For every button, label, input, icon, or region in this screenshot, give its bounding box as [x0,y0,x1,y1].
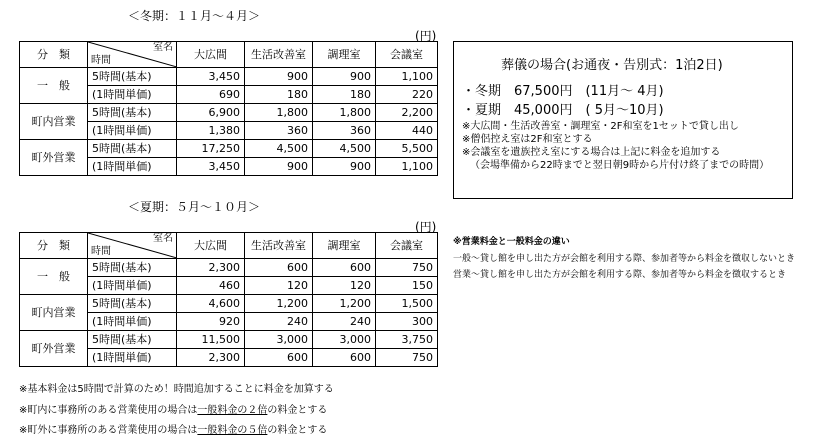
summer-room-header: 調理室 [313,233,376,259]
row-label: 5時間(基本) [88,140,177,158]
fee-cell: 1,500 [376,295,438,313]
winter-corner-room: 室名 [153,42,173,53]
table-row [20,140,438,158]
row-label: (1時間単価) [88,313,177,331]
winter-corner-time: 時間 [91,55,111,66]
table-row [20,259,438,277]
fee-cell: 900 [313,158,376,176]
fee-cell: 1,800 [245,104,313,122]
summer-group-town-business: 町内営業 [20,295,88,331]
fee-cell: 900 [245,68,313,86]
fee-cell: 4,600 [177,295,245,313]
summer-room-header: 大広間 [177,233,245,259]
fee-cell: 600 [245,259,313,277]
fee-cell: 120 [313,277,376,295]
summer-room-header: 生活改善室 [245,233,313,259]
fee-cell: 11,500 [177,331,245,349]
winter-unit-label: (円) [415,29,437,43]
fee-cell: 2,300 [177,259,245,277]
fee-cell: 600 [313,349,376,367]
summer-group-general: 一 般 [20,259,88,295]
row-label: 5時間(基本) [88,104,177,122]
summer-category-header: 分 類 [20,233,88,259]
funeral-note: ※大広間・生活改善室・調理室・2F和室を1セットで貸し出し [462,121,739,132]
fee-cell: 4,500 [245,140,313,158]
fee-cell: 180 [245,86,313,104]
fee-cell: 750 [376,349,438,367]
fee-cell: 1,200 [313,295,376,313]
fee-cell: 220 [376,86,438,104]
footnote-basic-fee: ※基本料金は5時間で計算のため！時間追加することに料金を加算する [19,384,334,395]
footnote-outside-business [19,421,327,436]
footnote-text: の料金とする [267,405,328,416]
row-label: 5時間(基本) [88,68,177,86]
funeral-summer-price: ・夏期 45,000円 ( 5月～10月) [462,103,664,118]
fee-cell: 4,500 [313,140,376,158]
summer-unit-label: (円) [415,220,437,234]
fee-cell: 3,450 [177,158,245,176]
summer-corner-time: 時間 [91,246,111,257]
footnote-emphasis: 一般料金の２倍 [197,405,268,416]
table-row [20,68,438,86]
funeral-note: ※会議室を遺族控え室にする場合は上記に料金を追加する [462,147,721,158]
winter-group-general: 一 般 [20,68,88,104]
summer-group-outside-business: 町外営業 [20,331,88,367]
summer-fee-table [19,232,438,367]
winter-category-header: 分 類 [20,42,88,68]
fee-cell: 600 [313,259,376,277]
fee-cell: 900 [245,158,313,176]
summer-room-header: 会議室 [376,233,438,259]
row-label: (1時間単価) [88,122,177,140]
fee-cell: 360 [313,122,376,140]
fee-cell: 5,500 [376,140,438,158]
business-note-line: 一般～貸し館を申し出た方が会館を利用する際、参加者等から料金を徴収しないとき [453,254,796,264]
fee-cell: 690 [177,86,245,104]
footnote-text: の料金とする [267,425,328,436]
table-row [20,295,438,313]
table-row [20,104,438,122]
fee-cell: 900 [313,68,376,86]
footnote-emphasis: 一般料金の５倍 [197,425,268,436]
table-row [20,331,438,349]
fee-cell: 1,380 [177,122,245,140]
fee-cell: 460 [177,277,245,295]
footnote-text: ※町外に事務所のある営業使用の場合は [19,425,198,436]
fee-cell: 3,000 [245,331,313,349]
row-label: (1時間単価) [88,349,177,367]
row-label: 5時間(基本) [88,259,177,277]
summer-corner-room: 室名 [153,233,173,244]
funeral-note: ※僧侶控え室は2F和室とする [462,134,593,145]
fee-cell: 240 [245,313,313,331]
summer-header-row [20,233,438,259]
winter-corner-header [88,42,177,68]
footnote-town-business [19,401,327,416]
fee-cell: 6,900 [177,104,245,122]
fee-cell: 300 [376,313,438,331]
fee-cell: 17,250 [177,140,245,158]
fee-cell: 440 [376,122,438,140]
winter-room-header: 会議室 [376,42,438,68]
row-label: 5時間(基本) [88,331,177,349]
winter-room-header: 調理室 [313,42,376,68]
funeral-winter-price: ・冬期 67,500円 (11月～ 4月) [462,84,664,99]
fee-cell: 3,450 [177,68,245,86]
fee-cell: 2,200 [376,104,438,122]
fee-cell: 120 [245,277,313,295]
winter-room-header: 生活改善室 [245,42,313,68]
fee-cell: 180 [313,86,376,104]
fee-cell: 2,300 [177,349,245,367]
winter-header-row [20,42,438,68]
fee-cell: 1,800 [313,104,376,122]
fee-cell: 3,750 [376,331,438,349]
funeral-note: （会場準備から22時までと翌日朝9時から片付け終了までの時間） [470,160,770,171]
row-label: (1時間単価) [88,277,177,295]
row-label: 5時間(基本) [88,295,177,313]
winter-season-title: ＜冬期：１１月～４月＞ [128,9,261,23]
summer-corner-header [88,233,177,259]
fee-cell: 150 [376,277,438,295]
winter-group-outside-business: 町外営業 [20,140,88,176]
row-label: (1時間単価) [88,86,177,104]
footnote-text: ※町内に事務所のある営業使用の場合は [19,405,198,416]
business-note-title: ※営業料金と一般料金の違い [453,237,570,247]
fee-cell: 920 [177,313,245,331]
fee-cell: 360 [245,122,313,140]
fee-cell: 750 [376,259,438,277]
winter-fee-table [19,41,438,176]
row-label: (1時間単価) [88,158,177,176]
fee-cell: 1,200 [245,295,313,313]
business-note-line: 営業～貸し館を申し出た方が会館を利用する際、参加者等から料金を徴収するとき [453,270,787,280]
winter-room-header: 大広間 [177,42,245,68]
winter-group-town-business: 町内営業 [20,104,88,140]
fee-cell: 1,100 [376,68,438,86]
summer-season-title: ＜夏期：５月～１０月＞ [128,200,261,214]
funeral-info-box [453,41,793,199]
fee-cell: 240 [313,313,376,331]
fee-cell: 1,100 [376,158,438,176]
fee-cell: 600 [245,349,313,367]
fee-cell: 3,000 [313,331,376,349]
funeral-title: 葬儀の場合(お通夜・告別式：1泊2日) [501,58,723,73]
